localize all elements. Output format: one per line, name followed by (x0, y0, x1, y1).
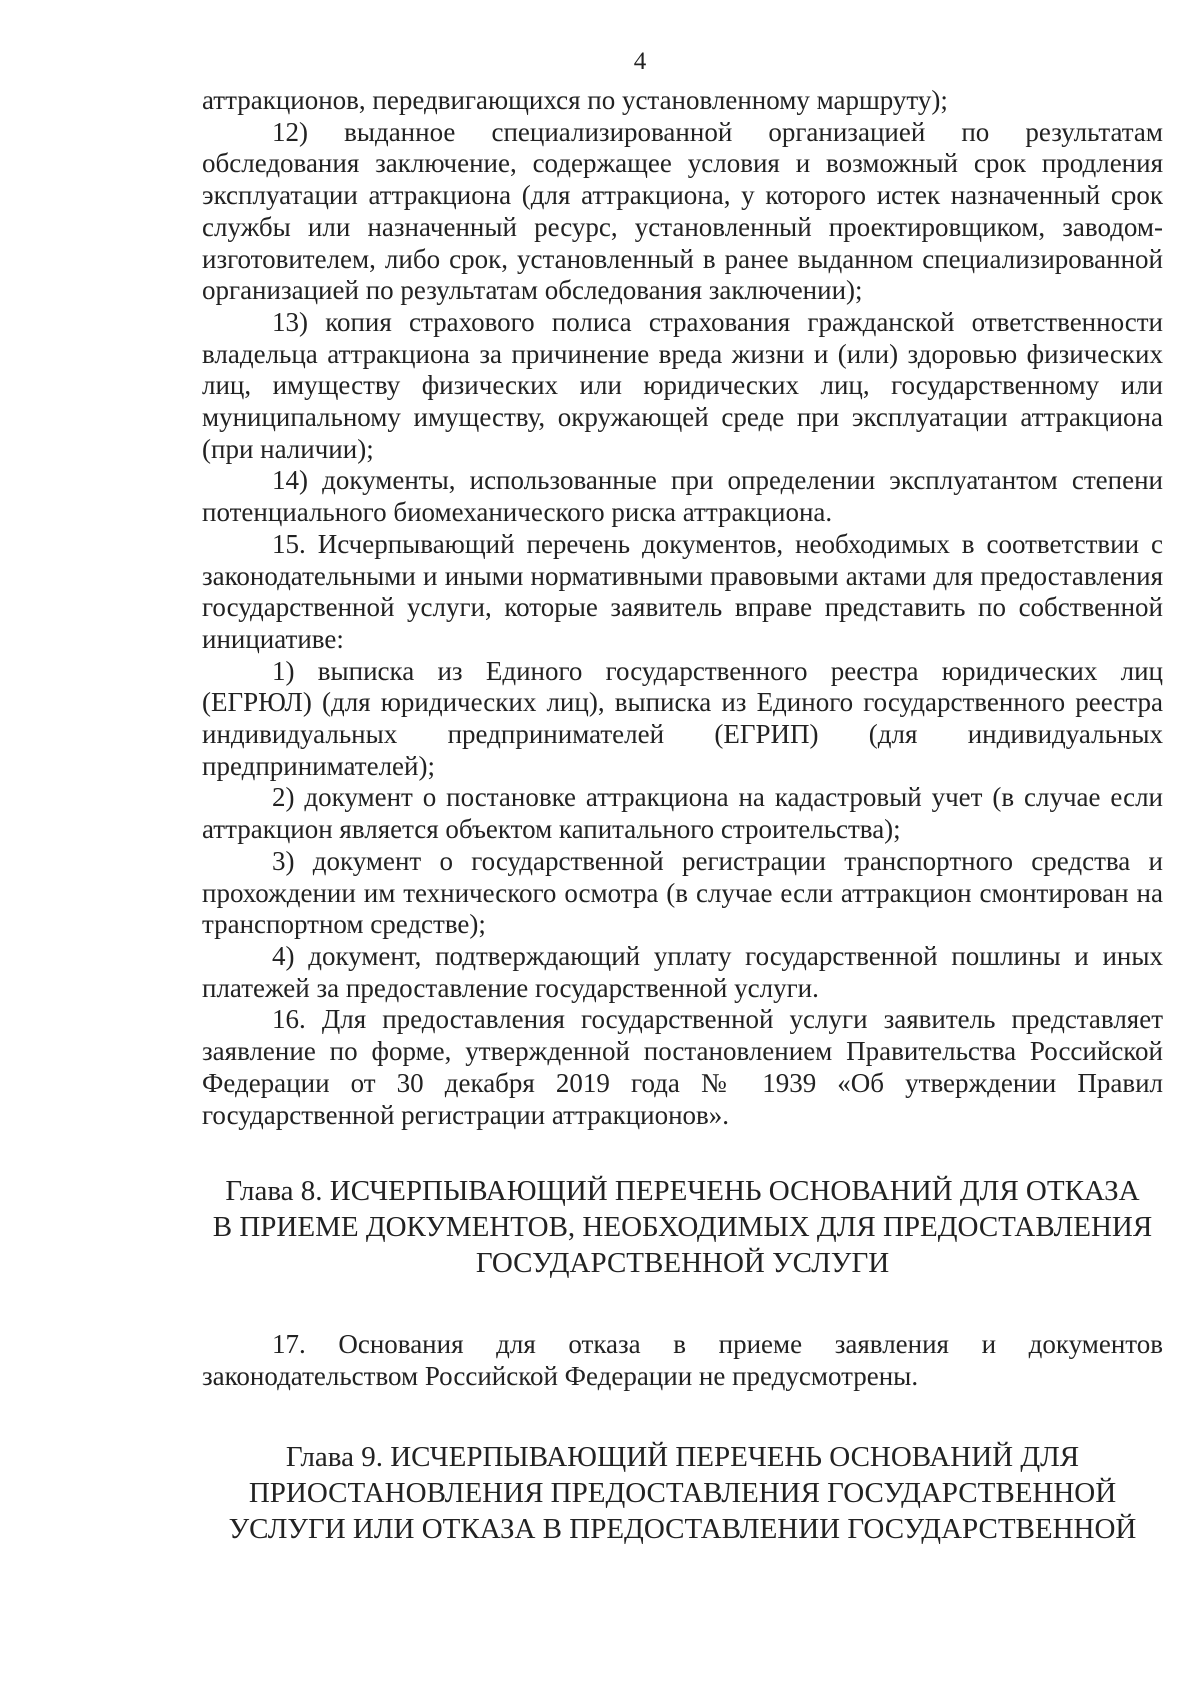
paragraph-clause-17: 17. Основания для отказа в приеме заявления и документов законодательством Российской Федерации не предусмотрены. (202, 1329, 1163, 1391)
paragraph-clause-15: 15. Исчерпывающий перечень документов, необходимых в соответствии с законодательными и иными нормативными правовыми актами для предоставления государственной услуги, которые заявитель вправе представить по собственной инициативе: (202, 528, 1163, 654)
paragraph-item-13: 13) копия страхового полиса страхования гражданской ответственности владельца аттракциона за причинение вреда жизни и (или) здоровью физических лиц, имуществу физических или юридических лиц, государственному или муниципальному имуществу, окружающей среде при эксплуатации аттракциона (при наличии); (202, 306, 1163, 464)
paragraph-item-14: 14) документы, использованные при определении эксплуатантом степени потенциального биомеханического риска аттракциона. (202, 465, 1163, 528)
body-text-top (202, 85, 1163, 1131)
chapter-8-heading (202, 1173, 1163, 1281)
chapter-9-heading (202, 1439, 1163, 1547)
chapter-8-line-1: Глава 8. ИСЧЕРПЫВАЮЩИЙ ПЕРЕЧЕНЬ ОСНОВАНИЙ ДЛЯ ОТКАЗА (225, 1175, 1140, 1208)
page-number: 4 (633, 48, 647, 75)
chapter-9-line-1: Глава 9. ИСЧЕРПЫВАЮЩИЙ ПЕРЕЧЕНЬ ОСНОВАНИЙ ДЛЯ (285, 1440, 1080, 1473)
body-text-middle (202, 1329, 1163, 1392)
paragraph-item-12: 12) выданное специализированной организацией по результатам обследования заключение, содержащее условия и возможный срок продления эксплуатации аттракциона (для аттракциона, у которого истек назначенный срок службы или назначенный ресурс, установленный проектировщиком, заводом-изготовителем, либо срок, установленный в ранее выданном специализированной организацией по результатам обследования заключении); (202, 116, 1163, 306)
chapter-9-line-2: ПРИОСТАНОВЛЕНИЯ ПРЕДОСТАВЛЕНИЯ ГОСУДАРСТВЕННОЙ (248, 1476, 1117, 1509)
paragraph-continuation: аттракционов, передвигающихся по установленному маршруту); (202, 85, 948, 115)
paragraph-subitem-3: 3) документ о государственной регистрации транспортного средства и прохождении им технического осмотра (в случае если аттракцион смонтирован на транспортном средстве); (202, 845, 1163, 940)
paragraph-subitem-1: 1) выписка из Единого государственного реестра юридических лиц (ЕГРЮЛ) (для юридических лиц), выписка из Единого государственного реестра индивидуальных предпринимателей (ЕГРИП) (для индивидуальных предпринимателей); (202, 655, 1163, 781)
paragraph-clause-16: 16. Для предоставления государственной услуги заявитель представляет заявление по форме, утвержденной постановлением Правительства Российской Федерации от 30 декабря 2019 года № 1939 «Об утверждении Правил государственной регистрации аттракционов». (202, 1004, 1163, 1130)
chapter-8-line-2: В ПРИЕМЕ ДОКУМЕНТОВ, НЕОБХОДИМЫХ ДЛЯ ПРЕДОСТАВЛЕНИЯ (212, 1211, 1153, 1244)
chapter-9-line-3: УСЛУГИ ИЛИ ОТКАЗА В ПРЕДОСТАВЛЕНИИ ГОСУДАРСТВЕННОЙ (228, 1512, 1137, 1545)
paragraph-subitem-4: 4) документ, подтверждающий уплату государственной пошлины и иных платежей за предоставление государственной услуги. (202, 940, 1163, 1003)
paragraph-subitem-2: 2) документ о постановке аттракциона на кадастровый учет (в случае если аттракцион является объектом капитального строительства); (202, 782, 1163, 845)
chapter-8-line-3: ГОСУДАРСТВЕННОЙ УСЛУГИ (475, 1247, 890, 1280)
